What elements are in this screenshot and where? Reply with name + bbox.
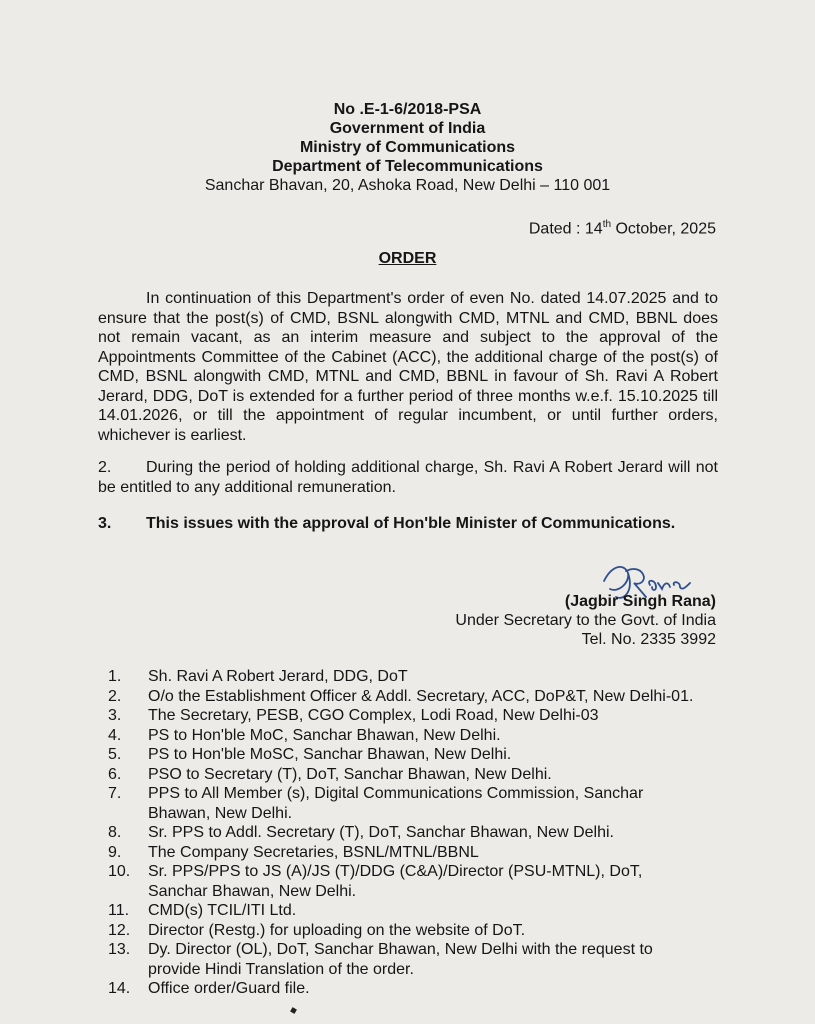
signatory-telephone: Tel. No. 2335 3992: [581, 631, 716, 648]
paragraph-3-number: 3.: [98, 515, 112, 532]
date-prefix: Dated : 14: [528, 220, 603, 238]
list-item: 8. Sr. PPS to Addl. Secretary (T), DoT, Sanchar Bhawan, New Delhi.: [108, 824, 614, 841]
signatory-designation: Under Secretary to the Govt. of India: [455, 612, 716, 629]
list-item: 4. PS to Hon'ble MoC, Sanchar Bhawan, New Delhi.: [108, 726, 501, 744]
signatory-name: (Jagbir Singh Rana): [564, 593, 716, 610]
ministry-heading: Ministry of Communications: [299, 139, 516, 156]
office-address: Sanchar Bhavan, 20, Ashoka Road, New Delhi – 110 001: [204, 177, 611, 194]
paragraph-3: [98, 514, 675, 533]
list-item: 14. Office order/Guard file.: [108, 980, 310, 997]
list-item: 1. Sh. Ravi A Robert Jerard, DDG, DoT: [108, 668, 408, 685]
date-ordinal: th: [602, 219, 612, 230]
list-item: 12. Director (Restg.) for uploading on the website of DoT.: [108, 921, 526, 939]
list-item: 13. Dy. Director (OL), DoT, Sanchar Bhawan, New Delhi with the request to provide Hindi Translation of the order.: [108, 941, 653, 978]
reference-number: No .E-1-6/2018-PSA: [333, 101, 482, 118]
date-suffix: October, 2025: [611, 220, 716, 238]
paragraph-2: [98, 458, 718, 497]
list-item: 6. PSO to Secretary (T), DoT, Sanchar Bhawan, New Delhi.: [108, 765, 552, 783]
list-item: 7. PPS to All Member (s), Digital Communications Commission, Sanchar Bhawan, New Delhi.: [108, 785, 644, 822]
list-item: 11. CMD(s) TCIL/ITI Ltd.: [108, 902, 297, 919]
list-item: 2. O/o the Establishment Officer & Addl. Secretary, ACC, DoP&T, New Delhi-01.: [108, 687, 694, 705]
ink-mark: [290, 1007, 297, 1014]
government-heading: Government of India: [329, 120, 486, 137]
distribution-list: [108, 667, 748, 999]
list-item: 9. The Company Secretaries, BSNL/MTNL/BBNL: [108, 843, 479, 861]
order-date: [529, 215, 716, 238]
order-title: ORDER: [378, 250, 437, 267]
paragraph-3-text: This issues with the approval of Hon'ble Minister of Communications.: [146, 515, 676, 532]
paragraph-1: In continuation of this Department's order of even No. dated 14.07.2025 and to ensure that the post(s) of CMD, BSNL alongwith CMD, MTNL and CMD, BBNL does not remain vacant, as an interim measure and subject to the approval of the Appointments Committee of the Cabinet (ACC), the additional charge of the post(s) of CMD, BSNL alongwith CMD, MTNL and CMD, BBNL in favour of Sh. Ravi A Robert Jerard, DDG, DoT is extended for a further period of three months w.e.f. 15.10.2025 till 14.01.2026, or till the appointment of regular incumbent, or until further orders, whichever is earliest.: [98, 290, 718, 444]
list-item: 5. PS to Hon'ble MoSC, Sanchar Bhawan, New Delhi.: [108, 746, 512, 763]
department-heading: Department of Telecommunications: [272, 158, 543, 175]
list-item: 10. Sr. PPS/PPS to JS (A)/JS (T)/DDG (C&A)/Director (PSU-MTNL), DoT, Sanchar Bhawan, New Delhi.: [108, 863, 643, 900]
list-item: 3. The Secretary, PESB, CGO Complex, Lodi Road, New Delhi-03: [108, 707, 599, 724]
paragraph-2-text: During the period of holding additional charge, Sh. Ravi A Robert Jerard will not be entitled to any additional remuneration.: [98, 459, 718, 496]
paragraph-2-number: 2.: [98, 459, 112, 476]
